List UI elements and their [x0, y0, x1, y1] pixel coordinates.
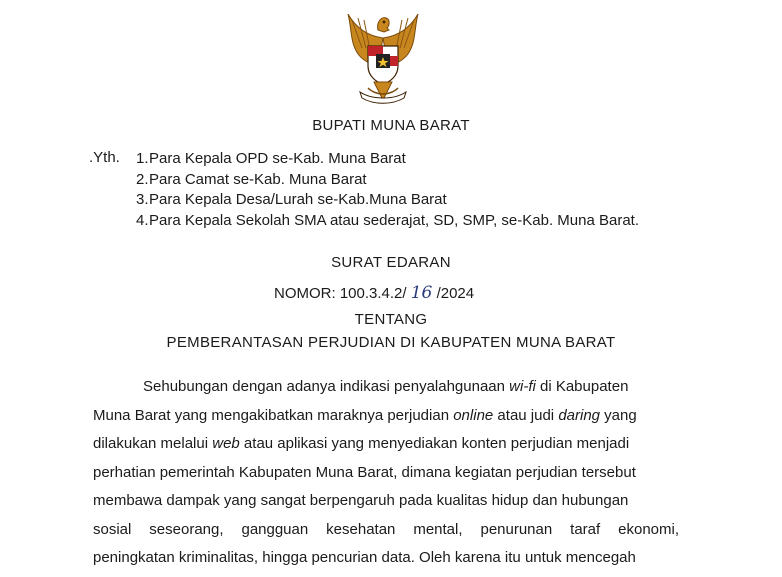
body-line: dilakukan melalui web atau aplikasi yang menyediakan konten perjudian menjadi — [93, 435, 630, 452]
body-line: Muna Barat yang mengakibatkan maraknya perjudian online atau judi daring yang — [93, 406, 637, 424]
list-item: 3.Para Kepala Desa/Lurah se-Kab.Muna Barat — [136, 191, 447, 208]
body-line: peningkatan kriminalitas, hingga pencurian data. Oleh karena itu untuk mencegah — [93, 549, 636, 566]
handwritten-number: 16 — [410, 283, 433, 303]
document-type: SURAT EDARAN — [331, 254, 451, 271]
letterhead-title: BUPATI MUNA BARAT — [312, 117, 470, 134]
body-line: perhatian pemerintah Kabupaten Muna Barat, dimana kegiatan perjudian tersebut — [93, 463, 636, 481]
about-label: TENTANG — [354, 311, 428, 328]
recipient-list — [136, 149, 639, 231]
body-line: membawa dampak yang sangat berpengaruh pada kualitas hidup dan hubungan — [93, 492, 629, 509]
body-paragraph — [93, 377, 679, 577]
list-item: 2.Para Camat se-Kab. Muna Barat — [136, 170, 367, 188]
list-item: 4.Para Kepala Sekolah SMA atau sederajat, SD, SMP, se-Kab. Muna Barat. — [136, 211, 639, 229]
recipient-label: .Yth. — [89, 149, 120, 166]
list-item: 1.Para Kepala OPD se-Kab. Muna Barat — [136, 150, 406, 167]
garuda-emblem-icon — [338, 8, 428, 108]
body-line: Sehubungan dengan adanya indikasi penyalahgunaan wi-fi di Kabupaten — [143, 378, 629, 395]
subject-title: PEMBERANTASAN PERJUDIAN DI KABUPATEN MUNA BARAT — [166, 334, 616, 351]
body-line: sosial seseorang, gangguan kesehatan mental, penurunan taraf ekonomi, — [93, 520, 679, 538]
document-number: NOMOR: 100.3.4.2/ 16 /2024 — [274, 283, 475, 303]
